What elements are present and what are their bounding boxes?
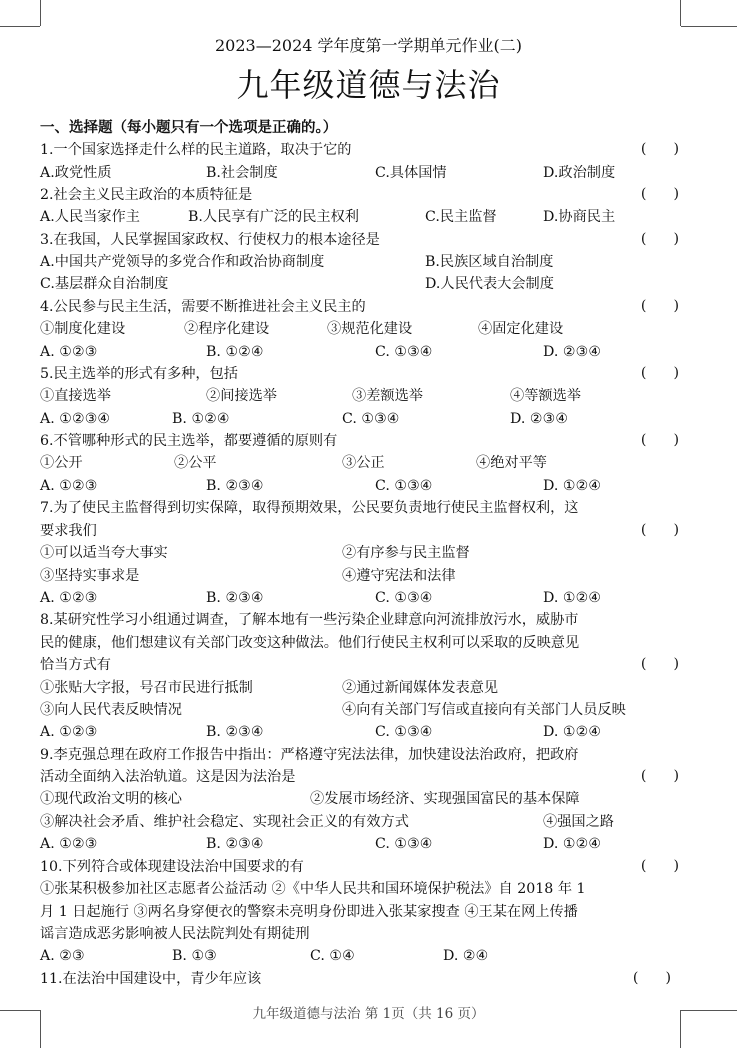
option-a[interactable]: A. ①②③: [40, 590, 98, 606]
question-stem: 10.下列符合或体现建设法治中国要求的有: [40, 859, 304, 875]
option-c[interactable]: C. ①③④: [375, 590, 433, 606]
question-stem: 8.某研究性学习小组通过调查，了解本地有一些污染企业肆意向河流排放污水，威胁市: [40, 612, 579, 628]
statement-4: ④固定化建设: [478, 321, 564, 337]
section-heading: 一、选择题（每小题只有一个选项是正确的。）: [40, 120, 338, 136]
statement-3: ③差额选举: [352, 388, 423, 404]
question-stem: 4.公民参与民主生活，需要不断推进社会主义民主的: [40, 299, 366, 315]
option-d[interactable]: D.协商民主: [543, 209, 616, 225]
answer-blank[interactable]: ( ): [640, 656, 679, 672]
question-stem: 9.李克强总理在政府工作报告中指出：严格遵守宪法法律，加快建设法治政府，把政府: [40, 747, 579, 763]
crop-mark: [40, 0, 41, 26]
statement-2: ②公平: [174, 455, 217, 471]
page-footer: 九年级道德与法治 第 1页（共 16 页）: [252, 1006, 485, 1022]
option-c[interactable]: C.民主监督: [425, 209, 497, 225]
statement-2: ②发展市场经济、实现强国富民的基本保障: [310, 791, 580, 807]
question-stem: 6.不管哪种形式的民主选举，都要遵循的原则有: [40, 433, 338, 449]
statement-2: ②通过新闻媒体发表意见: [342, 680, 499, 696]
option-c[interactable]: C.基层群众自治制度: [40, 276, 169, 292]
question-stem: 1.一个国家选择走什么样的民主道路，取决于它的: [40, 142, 352, 158]
question-stem: 2.社会主义民主政治的本质特征是: [40, 187, 253, 203]
question-stem: 5.民主选举的形式有多种，包括: [40, 366, 238, 382]
option-d[interactable]: D. ②③④: [543, 344, 602, 360]
option-a[interactable]: A.政党性质: [40, 165, 112, 181]
statement-4: ④遵守宪法和法律: [342, 568, 456, 584]
statement-1: ①现代政治文明的核心: [40, 791, 182, 807]
question-stem: 11.在法治中国建设中，青少年应该: [40, 971, 262, 987]
statement-2: ②有序参与民主监督: [342, 545, 470, 561]
answer-blank[interactable]: ( ): [640, 522, 679, 538]
option-b[interactable]: B. ②③④: [206, 590, 264, 606]
option-c[interactable]: C. ①④: [310, 948, 355, 964]
statement-1: ①张贴大字报，号召市民进行抵制: [40, 680, 253, 696]
answer-blank[interactable]: ( ): [640, 298, 679, 314]
option-b[interactable]: B. ②③④: [206, 724, 264, 740]
option-b[interactable]: B.社会制度: [206, 165, 278, 181]
statement-2: ②程序化建设: [184, 321, 270, 337]
option-d[interactable]: D.人民代表大会制度: [425, 276, 554, 292]
statement-1: ①公开: [40, 455, 83, 471]
crop-mark: [680, 0, 681, 26]
question-stem: 7.为了使民主监督得到切实保障，取得预期效果，公民要负责地行使民主监督权利，这: [40, 500, 579, 516]
statement-2: ②间接选举: [206, 388, 277, 404]
statement-4: ④强国之路: [543, 814, 614, 830]
answer-blank[interactable]: ( ): [640, 365, 679, 381]
statement-4: ④向有关部门写信或直接向有关部门人员反映: [342, 702, 626, 718]
option-b[interactable]: B. ②③④: [206, 478, 264, 494]
option-c[interactable]: C. ①③④: [375, 724, 433, 740]
option-d[interactable]: D. ①②④: [543, 724, 602, 740]
statement-1: ①制度化建设: [40, 321, 126, 337]
statement-1: ①可以适当夸大事实: [40, 545, 168, 561]
answer-blank[interactable]: ( ): [640, 186, 679, 202]
option-b[interactable]: B. ②③④: [206, 836, 264, 852]
option-a[interactable]: A. ①②③④: [40, 411, 111, 427]
exam-title: 九年级道德与法治: [236, 66, 501, 104]
option-b[interactable]: B. ①③: [172, 948, 217, 964]
option-d[interactable]: D. ①②④: [543, 836, 602, 852]
option-b[interactable]: B.民族区域自治制度: [425, 254, 554, 270]
answer-blank[interactable]: ( ): [640, 432, 679, 448]
option-d[interactable]: D. ①②④: [543, 478, 602, 494]
question-stem-cont: 活动全面纳入法治轨道。这是因为法治是: [40, 769, 296, 785]
option-d[interactable]: D. ①②④: [543, 590, 602, 606]
question-stem-cont: 民的健康，他们想建议有关部门改变这种做法。他们行使民主权利可以采取的反映意见: [40, 635, 580, 651]
statement-4: ④绝对平等: [476, 455, 547, 471]
option-a[interactable]: A.人民当家作主: [40, 209, 140, 225]
option-a[interactable]: A. ②③: [40, 948, 85, 964]
answer-blank[interactable]: ( ): [640, 858, 679, 874]
statement-3: ③公正: [342, 455, 385, 471]
option-c[interactable]: C.具体国情: [375, 165, 447, 181]
statement-3: ③向人民代表反映情况: [40, 702, 182, 718]
option-a[interactable]: A.中国共产党领导的多党合作和政治协商制度: [40, 254, 325, 270]
option-d[interactable]: D.政治制度: [543, 165, 616, 181]
option-a[interactable]: A. ①②③: [40, 478, 98, 494]
option-a[interactable]: A. ①②③: [40, 344, 98, 360]
option-d[interactable]: D. ②③④: [510, 411, 569, 427]
statement-3: ③解决社会矛盾、维护社会稳定、实现社会正义的有效方式: [40, 814, 409, 830]
option-d[interactable]: D. ②④: [443, 948, 489, 964]
answer-blank[interactable]: ( ): [640, 768, 679, 784]
answer-blank[interactable]: ( ): [640, 141, 679, 157]
option-c[interactable]: C. ①③④: [375, 836, 433, 852]
question-stem: 3.在我国，人民掌握国家政权、行使权力的根本途径是: [40, 232, 380, 248]
option-a[interactable]: A. ①②③: [40, 724, 98, 740]
statement-line: 谣言造成恶劣影响被人民法院判处有期徒刑: [40, 926, 310, 942]
answer-blank[interactable]: ( ): [632, 970, 671, 986]
question-stem-cont: 要求我们: [40, 523, 97, 539]
crop-mark: [681, 26, 737, 27]
option-b[interactable]: B. ①②④: [206, 344, 264, 360]
question-stem-cont: 恰当方式有: [40, 657, 111, 673]
option-a[interactable]: A. ①②③: [40, 836, 98, 852]
statement-line: ①张某积极参加社区志愿者公益活动 ②《中华人民共和国环境保护税法》自 2018 年 1: [40, 881, 586, 897]
option-c[interactable]: C. ①③④: [375, 478, 433, 494]
exam-subtitle: 2023—2024 学年度第一学期单元作业(二): [214, 36, 522, 55]
statement-4: ④等额选举: [510, 388, 581, 404]
option-c[interactable]: C. ①③④: [375, 344, 433, 360]
crop-mark: [0, 26, 40, 27]
statement-1: ①直接选举: [40, 388, 111, 404]
statement-3: ③规范化建设: [327, 321, 413, 337]
option-b[interactable]: B. ①②④: [172, 411, 230, 427]
option-c[interactable]: C. ①③④: [342, 411, 400, 427]
statement-3: ③坚持实事求是: [40, 568, 140, 584]
option-b[interactable]: B.人民享有广泛的民主权利: [188, 209, 359, 225]
answer-blank[interactable]: ( ): [640, 231, 679, 247]
statement-line: 月 1 日起施行 ③两名身穿便衣的警察未亮明身份即进入张某家搜查 ④王某在网上传播: [40, 904, 578, 920]
